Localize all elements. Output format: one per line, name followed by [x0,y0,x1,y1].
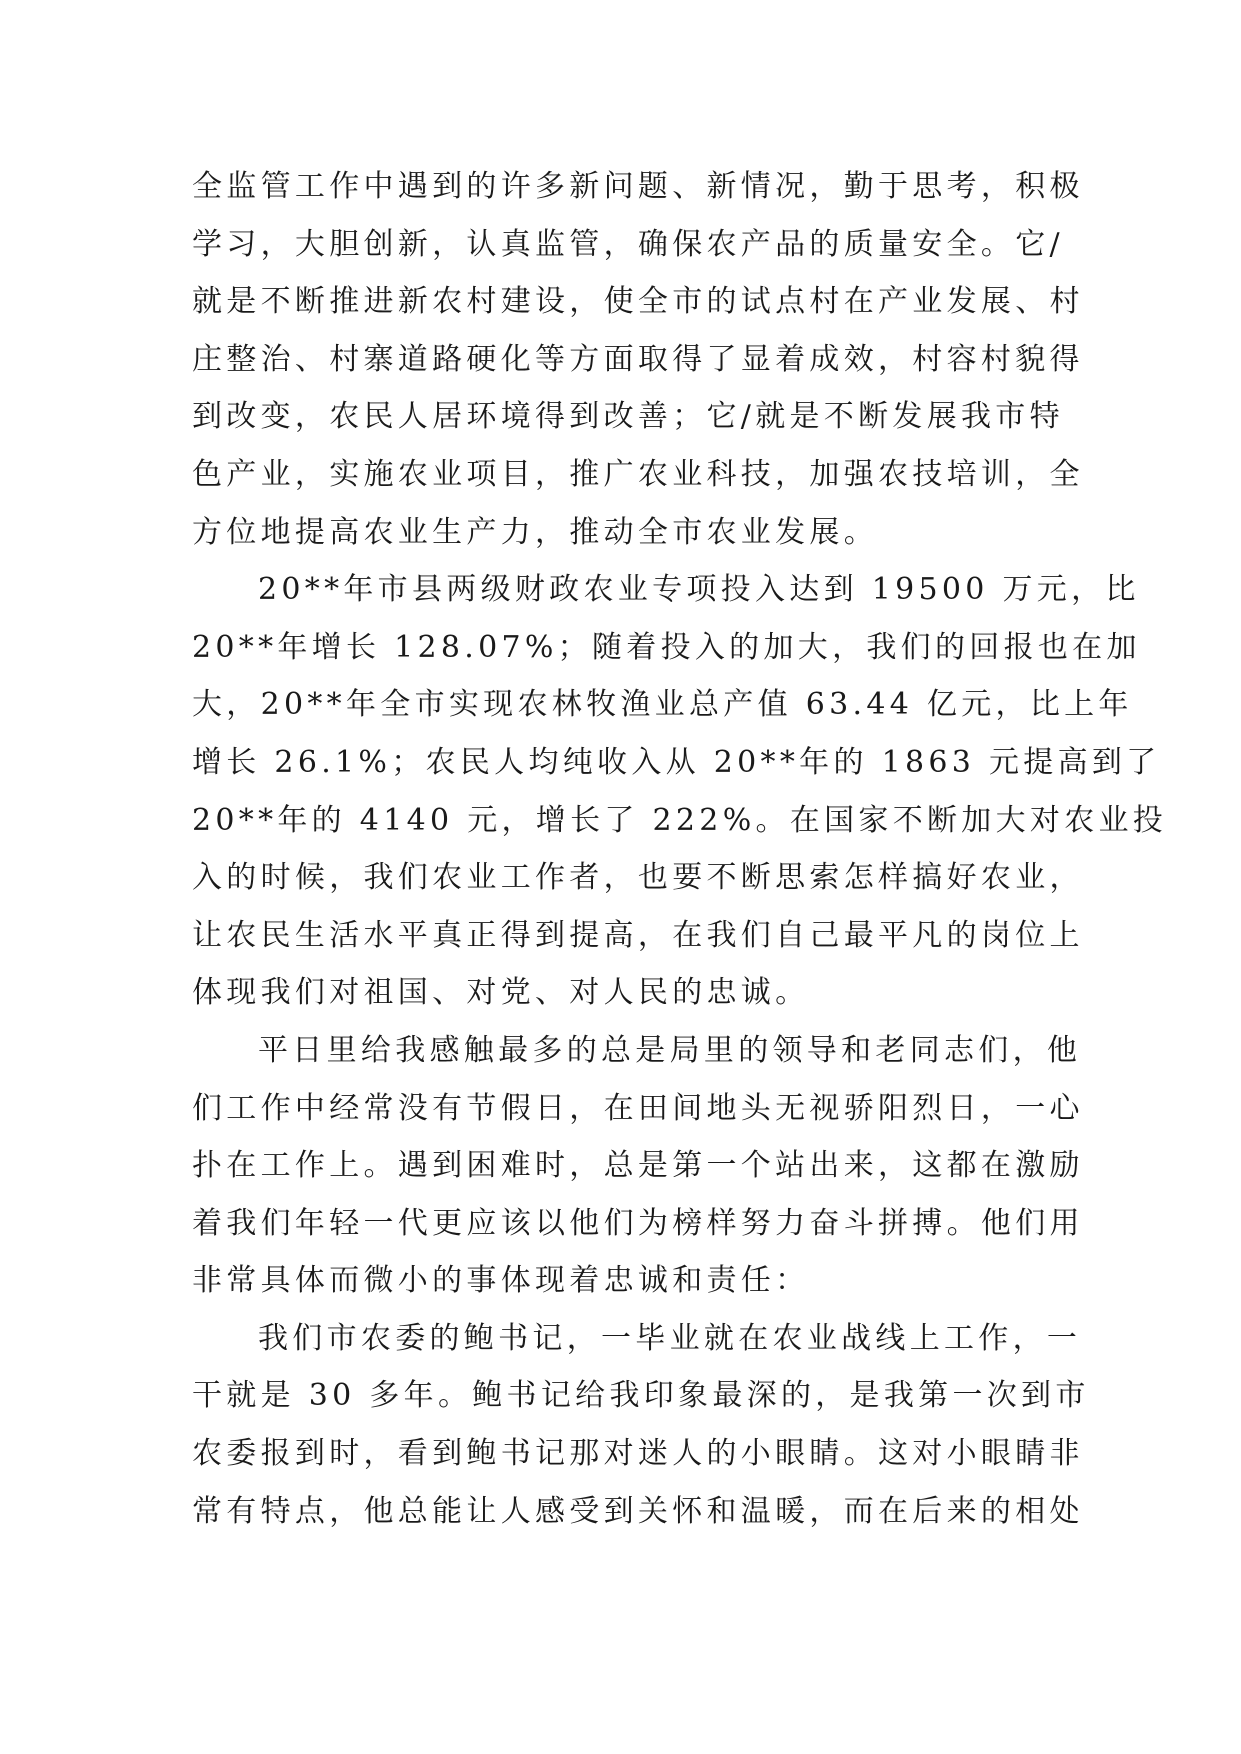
text-line: 非常具体而微小的事体现着忠诚和责任： [192,1263,810,1299]
text-line: 入的时候，我们农业工作者，也要不断思索怎样搞好农业， [192,860,1084,896]
text-line: 20**年增长 128.07%；随着投入的加大，我们的回报也在加 [192,629,1141,665]
text-line: 就是不断推进新农村建设，使全市的试点村在产业发展、村 [192,284,1084,320]
paragraph-first-line: 20**年市县两级财政农业专项投入达到 19500 万元，比 [258,572,1140,608]
text-line: 到改变，农民人居环境得到改善；它/就是不断发展我市特 [192,399,1064,435]
text-line: 大，20**年全市实现农林牧渔业总产值 63.44 亿元，比上年 [192,687,1133,723]
text-line: 让农民生活水平真正得到提高，在我们自己最平凡的岗位上 [192,917,1084,953]
text-line: 色产业，实施农业项目，推广农业科技，加强农技培训，全 [192,456,1084,492]
text-line: 学习，大胆创新，认真监管，确保农产品的质量安全。它/ [192,226,1064,262]
text-line: 们工作中经常没有节假日，在田间地头无视骄阳烈日，一心 [192,1090,1084,1126]
text-line: 扑在工作上。遇到困难时，总是第一个站出来，这都在激励 [192,1148,1084,1184]
text-line: 着我们年轻一代更应该以他们为榜样努力奋斗拼搏。他们用 [192,1205,1084,1241]
text-line: 庄整治、村寨道路硬化等方面取得了显着成效，村容村貌得 [192,341,1084,377]
paragraph-first-line: 我们市农委的鲍书记，一毕业就在农业战线上工作，一 [258,1320,1082,1356]
text-line: 干就是 30 多年。鲍书记给我印象最深的，是我第一次到市 [192,1378,1090,1414]
paragraph-first-line: 平日里给我感触最多的总是局里的领导和老同志们，他 [258,1032,1082,1068]
text-line: 常有特点，他总能让人感受到关怀和温暖，而在后来的相处 [192,1493,1084,1529]
text-line: 农委报到时，看到鲍书记那对迷人的小眼睛。这对小眼睛非 [192,1436,1084,1472]
text-line: 方位地提高农业生产力，推动全市农业发展。 [192,514,878,550]
body-text [192,158,1168,1540]
text-line: 体现我们对祖国、对党、对人民的忠诚。 [192,975,810,1011]
text-line: 增长 26.1%；农民人均纯收入从 20**年的 1863 元提高到了 [192,744,1161,780]
text-line: 全监管工作中遇到的许多新问题、新情况，勤于思考，积极 [192,169,1084,204]
text-line: 20**年的 4140 元，增长了 222%。在国家不断加大对农业投 [192,802,1168,838]
